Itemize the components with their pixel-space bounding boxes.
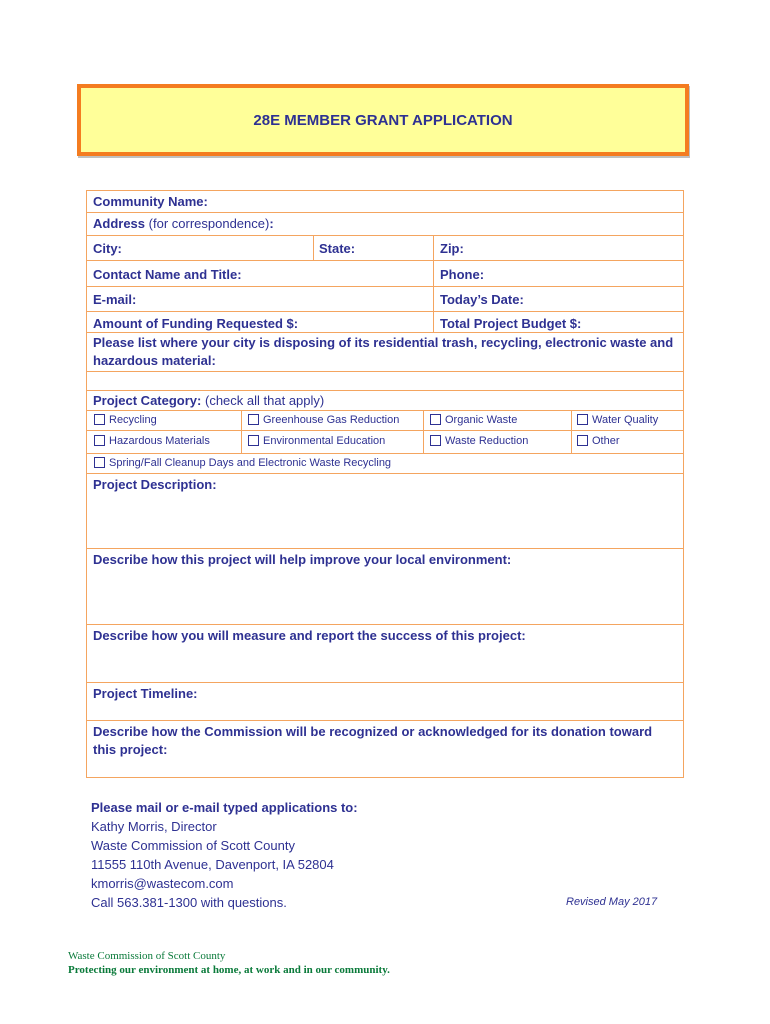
- checkbox-organic[interactable]: [430, 414, 441, 425]
- mail-email-link[interactable]: kmorris@wastecom.com: [91, 876, 234, 891]
- application-form: [86, 190, 684, 778]
- checkbox-greenhouse[interactable]: [248, 414, 259, 425]
- checkbox-cleanup[interactable]: [94, 457, 105, 468]
- category-row-3: [87, 454, 683, 474]
- option-recycling[interactable]: Recycling: [87, 411, 242, 430]
- checkbox-education[interactable]: [248, 435, 259, 446]
- recognition-field[interactable]: [87, 721, 683, 778]
- option-cleanup[interactable]: Spring/Fall Cleanup Days and Electronic Waste Recycling: [87, 454, 683, 473]
- option-other[interactable]: Other: [572, 431, 683, 453]
- zip-field[interactable]: [434, 236, 683, 260]
- measure-field[interactable]: [87, 625, 683, 683]
- disposal-question: Please list where your city is disposing of its residential trash, recycling, electronic waste and hazardous material:: [93, 335, 674, 368]
- state-field[interactable]: [314, 236, 434, 260]
- disposal-answer-field[interactable]: [87, 372, 683, 391]
- city-state-zip-row: [87, 236, 683, 261]
- recognition-label: Describe how the Commission will be recognized or acknowledged for its donation toward this project:: [93, 724, 653, 757]
- contact-row: [87, 261, 683, 287]
- category-header-row: [87, 391, 683, 411]
- category-row-2: [87, 431, 683, 454]
- city-field[interactable]: [87, 236, 314, 260]
- city-label: City:: [93, 241, 122, 256]
- mail-phone: Call 563.381-1300 with questions.: [91, 895, 287, 910]
- community-name-label: Community Name:: [93, 194, 208, 209]
- phone-field[interactable]: [434, 261, 683, 286]
- contact-label: Contact Name and Title:: [93, 267, 242, 282]
- mailing-info: [91, 798, 358, 912]
- address-label: Address (for correspondence):: [93, 216, 274, 231]
- timeline-field[interactable]: [87, 683, 683, 721]
- checkbox-water[interactable]: [577, 414, 588, 425]
- revised-date: Revised May 2017: [566, 896, 658, 908]
- mail-address: 11555 110th Avenue, Davenport, IA 52804: [91, 857, 334, 872]
- footer-tagline: Protecting our environment at home, at work and in our community.: [68, 964, 390, 976]
- project-description-field[interactable]: [87, 474, 683, 549]
- mail-org: Waste Commission of Scott County: [91, 838, 295, 853]
- email-field[interactable]: [87, 287, 434, 311]
- date-label: Today’s Date:: [440, 292, 524, 307]
- phone-label: Phone:: [440, 267, 485, 282]
- page-title: 28E MEMBER GRANT APPLICATION: [253, 111, 513, 129]
- funding-field[interactable]: [87, 312, 434, 332]
- state-label: State:: [319, 241, 356, 256]
- category-label: Project Category: (check all that apply): [93, 393, 325, 408]
- date-field[interactable]: [434, 287, 683, 311]
- checkbox-waste-reduction[interactable]: [430, 435, 441, 446]
- timeline-label: Project Timeline:: [93, 686, 198, 701]
- address-row[interactable]: [87, 213, 683, 236]
- checkbox-hazardous[interactable]: [94, 435, 105, 446]
- footer-org: Waste Commission of Scott County: [68, 950, 226, 962]
- option-waste-reduction[interactable]: Waste Reduction: [424, 431, 572, 453]
- funding-row: [87, 312, 683, 333]
- option-greenhouse[interactable]: Greenhouse Gas Reduction: [242, 411, 424, 430]
- option-organic[interactable]: Organic Waste: [424, 411, 572, 430]
- option-hazardous[interactable]: Hazardous Materials: [87, 431, 242, 453]
- title-box: [77, 84, 689, 156]
- mail-name: Kathy Morris, Director: [91, 819, 217, 834]
- disposal-question-row: [87, 333, 683, 372]
- contact-field[interactable]: [87, 261, 434, 286]
- checkbox-recycling[interactable]: [94, 414, 105, 425]
- category-row-1: [87, 411, 683, 431]
- budget-label: Total Project Budget $:: [440, 316, 582, 331]
- funding-label: Amount of Funding Requested $:: [93, 316, 299, 331]
- budget-field[interactable]: [434, 312, 683, 332]
- project-description-label: Project Description:: [93, 477, 217, 492]
- environment-label: Describe how this project will help improve your local environment:: [93, 552, 512, 567]
- option-education[interactable]: Environmental Education: [242, 431, 424, 453]
- mail-heading: Please mail or e-mail typed applications to:: [91, 800, 358, 815]
- email-label: E-mail:: [93, 292, 137, 307]
- email-row: [87, 287, 683, 312]
- environment-field[interactable]: [87, 549, 683, 625]
- option-water[interactable]: Water Quality: [572, 411, 683, 430]
- checkbox-other[interactable]: [577, 435, 588, 446]
- community-name-row[interactable]: [87, 191, 683, 213]
- measure-label: Describe how you will measure and report the success of this project:: [93, 628, 526, 643]
- zip-label: Zip:: [440, 241, 464, 256]
